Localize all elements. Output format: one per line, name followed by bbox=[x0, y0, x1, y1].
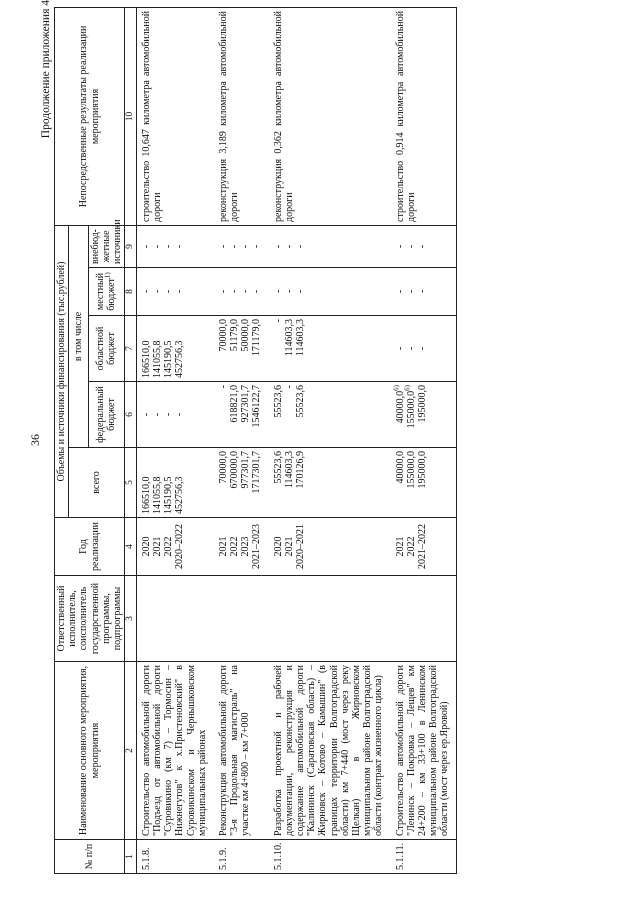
row-extra bbox=[214, 225, 269, 267]
local-value: - bbox=[416, 289, 428, 294]
row-name: Строительство автомобильной дороги "Ленинск – Покровка – Лещев" км 24+200 – км 33+100 в Ленинском муниципальном районе Волгоградской области (мост через ер.Яровой) bbox=[391, 662, 457, 840]
year-value: 2021 bbox=[283, 536, 295, 557]
header-total: всего bbox=[69, 448, 125, 518]
col-number-10: 10 bbox=[125, 7, 137, 225]
federal-value: - bbox=[217, 385, 229, 389]
row-result: реконструкция 3,189 километра автомобильной дороги bbox=[214, 7, 269, 225]
col-number-4: 4 bbox=[125, 518, 137, 576]
row-num: 5.1.9. bbox=[214, 840, 269, 874]
row-extra bbox=[269, 225, 391, 267]
federal-value: 55523,6 bbox=[295, 385, 306, 418]
federal-amount: 195000,0 bbox=[416, 385, 428, 423]
federal-value: - bbox=[151, 412, 163, 417]
regional-value: 171179,0 bbox=[251, 319, 263, 357]
row-regional bbox=[269, 316, 391, 382]
total-value: 40000,0 bbox=[394, 451, 406, 484]
year-value: 2022 bbox=[229, 536, 241, 557]
federal-value bbox=[392, 385, 406, 444]
total-value: 114603,3 bbox=[283, 451, 295, 489]
extra-value: - bbox=[240, 244, 252, 249]
col-number-9: 9 bbox=[125, 225, 137, 267]
header-results: Непосредственные результаты реализации мероприятия bbox=[55, 7, 125, 225]
year-value: 2020–2022 bbox=[174, 524, 186, 569]
extra-value: - bbox=[283, 244, 295, 249]
year-value: 2021–2022 bbox=[416, 524, 428, 569]
year-value: 2023 bbox=[240, 536, 252, 557]
regional-value: - bbox=[416, 346, 428, 351]
row-result: реконструкция 0,362 километра автомобильной дороги bbox=[269, 7, 391, 225]
regional-value: 452756,3 bbox=[174, 340, 186, 378]
local-value: - bbox=[174, 289, 186, 294]
header-extra: внебюд-жетные источники bbox=[88, 225, 125, 267]
extra-value: - bbox=[163, 244, 175, 249]
header-regional: областной бюджет bbox=[88, 316, 125, 382]
total-value: 1717301,7 bbox=[251, 451, 263, 494]
table-row bbox=[391, 7, 457, 873]
table-row bbox=[136, 7, 214, 873]
total-value: 195000,0 bbox=[416, 451, 428, 489]
total-value: 141055,8 bbox=[151, 476, 163, 514]
row-local bbox=[391, 268, 457, 316]
regional-value: 141055,8 bbox=[151, 340, 163, 378]
extra-value: - bbox=[272, 244, 284, 249]
federal-value: 927301,7 bbox=[240, 385, 252, 423]
row-local bbox=[269, 268, 391, 316]
extra-value: - bbox=[174, 244, 186, 249]
header-name: Наименование основного мероприятия, мероприятия bbox=[55, 662, 125, 840]
regional-value: 51179,0 bbox=[229, 319, 241, 352]
local-value: - bbox=[151, 289, 163, 294]
extra-value: - bbox=[151, 244, 163, 249]
federal-amount: 155000,0 bbox=[405, 390, 417, 429]
col-number-6: 6 bbox=[125, 382, 137, 448]
extra-value: - bbox=[229, 244, 241, 249]
year-value: 2021 bbox=[151, 536, 163, 557]
regional-value: 166510,0 bbox=[140, 340, 152, 378]
row-federal bbox=[269, 382, 391, 448]
row-extra bbox=[391, 225, 457, 267]
header-year: Год реализации bbox=[55, 518, 125, 576]
row-years bbox=[214, 518, 269, 576]
regional-value: 145190,5 bbox=[163, 340, 175, 378]
table-row bbox=[214, 7, 269, 873]
header-local-footnote: 1) bbox=[104, 272, 113, 279]
row-regional bbox=[136, 316, 214, 382]
federal-value: - bbox=[140, 412, 152, 417]
row-num: 5.1.8. bbox=[136, 840, 214, 874]
total-value: 452756,3 bbox=[174, 476, 186, 514]
page-number: 36 bbox=[28, 434, 42, 446]
extra-value: - bbox=[295, 244, 306, 249]
row-result: строительство 0,914 километра автомобильной дороги bbox=[391, 7, 457, 225]
regional-value: 50000,0 bbox=[240, 319, 252, 352]
row-num: 5.1.11. bbox=[391, 840, 457, 874]
row-local bbox=[136, 268, 214, 316]
federal-value: - bbox=[163, 412, 175, 417]
federal-amount: 40000,0 bbox=[394, 390, 406, 424]
federal-value bbox=[403, 385, 417, 444]
row-extra bbox=[136, 225, 214, 267]
header-local bbox=[88, 268, 125, 316]
row-federal bbox=[136, 382, 214, 448]
federal-value: 618821,0 bbox=[229, 385, 241, 423]
row-name: Строительство автомобильной дороги "Подъезд от автомобильной дороги "Суровикино (км 7) – Тормосин – Нижнегутов" к х.Пристеновский" в Суровикинском и Чернышковском муниципальных районах bbox=[136, 662, 214, 840]
total-value: 155000,0 bbox=[405, 451, 417, 489]
financing-table bbox=[54, 7, 457, 874]
row-executor bbox=[214, 576, 269, 662]
total-value: 70000,0 bbox=[217, 451, 229, 484]
extra-value: - bbox=[394, 244, 406, 249]
year-value: 2020 bbox=[272, 536, 284, 557]
total-value: 145190,5 bbox=[163, 476, 175, 514]
year-value: 2021 bbox=[394, 536, 406, 557]
federal-footnote: 6) bbox=[403, 385, 412, 391]
regional-value: - bbox=[405, 346, 417, 351]
row-name: Разработка проектной и рабочей документации, реконструкция и содержание автомобильной дороги "Калининск (Саратовская область) – Жирновск – Котово – Камышин" (в границах территории Волгоградской области) км 7+440 (мост через реку Щелкан) в Жирновском муниципальном районе Волгоградской области (контракт жизненного цикла) bbox=[269, 662, 391, 840]
regional-value: 114603,3 bbox=[283, 319, 295, 357]
local-value: - bbox=[283, 289, 295, 294]
total-value: 670000,0 bbox=[229, 451, 241, 489]
extra-value: - bbox=[416, 244, 428, 249]
rotated-landscape-sheet bbox=[20, 0, 620, 890]
appendix-continuation: Продолжение приложения 4 bbox=[40, 0, 52, 139]
year-value: 2021 bbox=[217, 536, 229, 557]
total-value: 977301,7 bbox=[240, 451, 252, 489]
local-value: - bbox=[217, 289, 229, 294]
extra-value: - bbox=[217, 244, 229, 249]
local-value: - bbox=[163, 289, 175, 294]
total-value: 170126,9 bbox=[295, 451, 306, 489]
local-value: - bbox=[394, 289, 406, 294]
local-value: - bbox=[272, 289, 284, 294]
year-value: 2020 bbox=[140, 536, 152, 557]
row-total bbox=[214, 448, 269, 518]
year-value: 2021–2023 bbox=[251, 524, 263, 569]
row-local bbox=[214, 268, 269, 316]
regional-value: 70000,0 bbox=[217, 319, 229, 352]
federal-value: - bbox=[283, 385, 295, 389]
row-regional bbox=[391, 316, 457, 382]
extra-value: - bbox=[140, 244, 152, 249]
col-number-8: 8 bbox=[125, 268, 137, 316]
local-value: - bbox=[251, 289, 263, 294]
row-name: Реконструкция автомобильной дороги "3-я Продольная магистраль" на участке км 4+800 – км 7+000 bbox=[214, 662, 269, 840]
extra-value: - bbox=[405, 244, 417, 249]
col-number-7: 7 bbox=[125, 316, 137, 382]
federal-value bbox=[417, 385, 428, 444]
local-value: - bbox=[240, 289, 252, 294]
header-including: в том числе bbox=[69, 225, 88, 447]
col-number-3: 3 bbox=[125, 576, 137, 662]
local-value: - bbox=[405, 289, 417, 294]
row-years bbox=[391, 518, 457, 576]
table-row bbox=[269, 7, 391, 873]
col-number-2: 2 bbox=[125, 662, 137, 840]
header-num: № п/п bbox=[55, 840, 125, 874]
row-federal bbox=[391, 382, 457, 448]
regional-value: - bbox=[272, 319, 284, 323]
col-number-1: 1 bbox=[125, 840, 137, 874]
header-executor: Ответственный исполнитель, соисполнитель государственной программы, подпрограммы bbox=[55, 576, 125, 662]
row-result: строительство 10,647 километра автомобильной дороги bbox=[136, 7, 214, 225]
row-years bbox=[136, 518, 214, 576]
header-local-text: местный бюджет bbox=[95, 272, 118, 311]
row-executor bbox=[269, 576, 391, 662]
row-total bbox=[136, 448, 214, 518]
row-years bbox=[269, 518, 391, 576]
row-total bbox=[269, 448, 391, 518]
local-value: - bbox=[140, 289, 152, 294]
row-num: 5.1.10. bbox=[269, 840, 391, 874]
regional-value: - bbox=[394, 346, 406, 351]
federal-value: 1546122,7 bbox=[251, 385, 263, 428]
federal-value: - bbox=[174, 412, 186, 417]
col-number-5: 5 bbox=[125, 448, 137, 518]
row-regional bbox=[214, 316, 269, 382]
total-value: 166510,0 bbox=[140, 476, 152, 514]
federal-value: 55523,6 bbox=[272, 385, 284, 418]
header-federal: федеральный бюджет bbox=[88, 382, 125, 448]
row-executor bbox=[391, 576, 457, 662]
local-value: - bbox=[229, 289, 241, 294]
year-value: 2020–2021 bbox=[295, 524, 306, 569]
row-executor bbox=[136, 576, 214, 662]
federal-footnote: 6) bbox=[392, 385, 401, 391]
local-value: - bbox=[295, 289, 306, 294]
extra-value: - bbox=[251, 244, 263, 249]
year-value: 2022 bbox=[163, 536, 175, 557]
year-value: 2022 bbox=[405, 536, 417, 557]
row-federal bbox=[214, 382, 269, 448]
header-funding: Объемы и источники финансирования (тыс.рублей) bbox=[55, 225, 69, 517]
row-total bbox=[391, 448, 457, 518]
total-value: 55523,6 bbox=[272, 451, 284, 484]
regional-value: 114603,3 bbox=[295, 319, 306, 357]
